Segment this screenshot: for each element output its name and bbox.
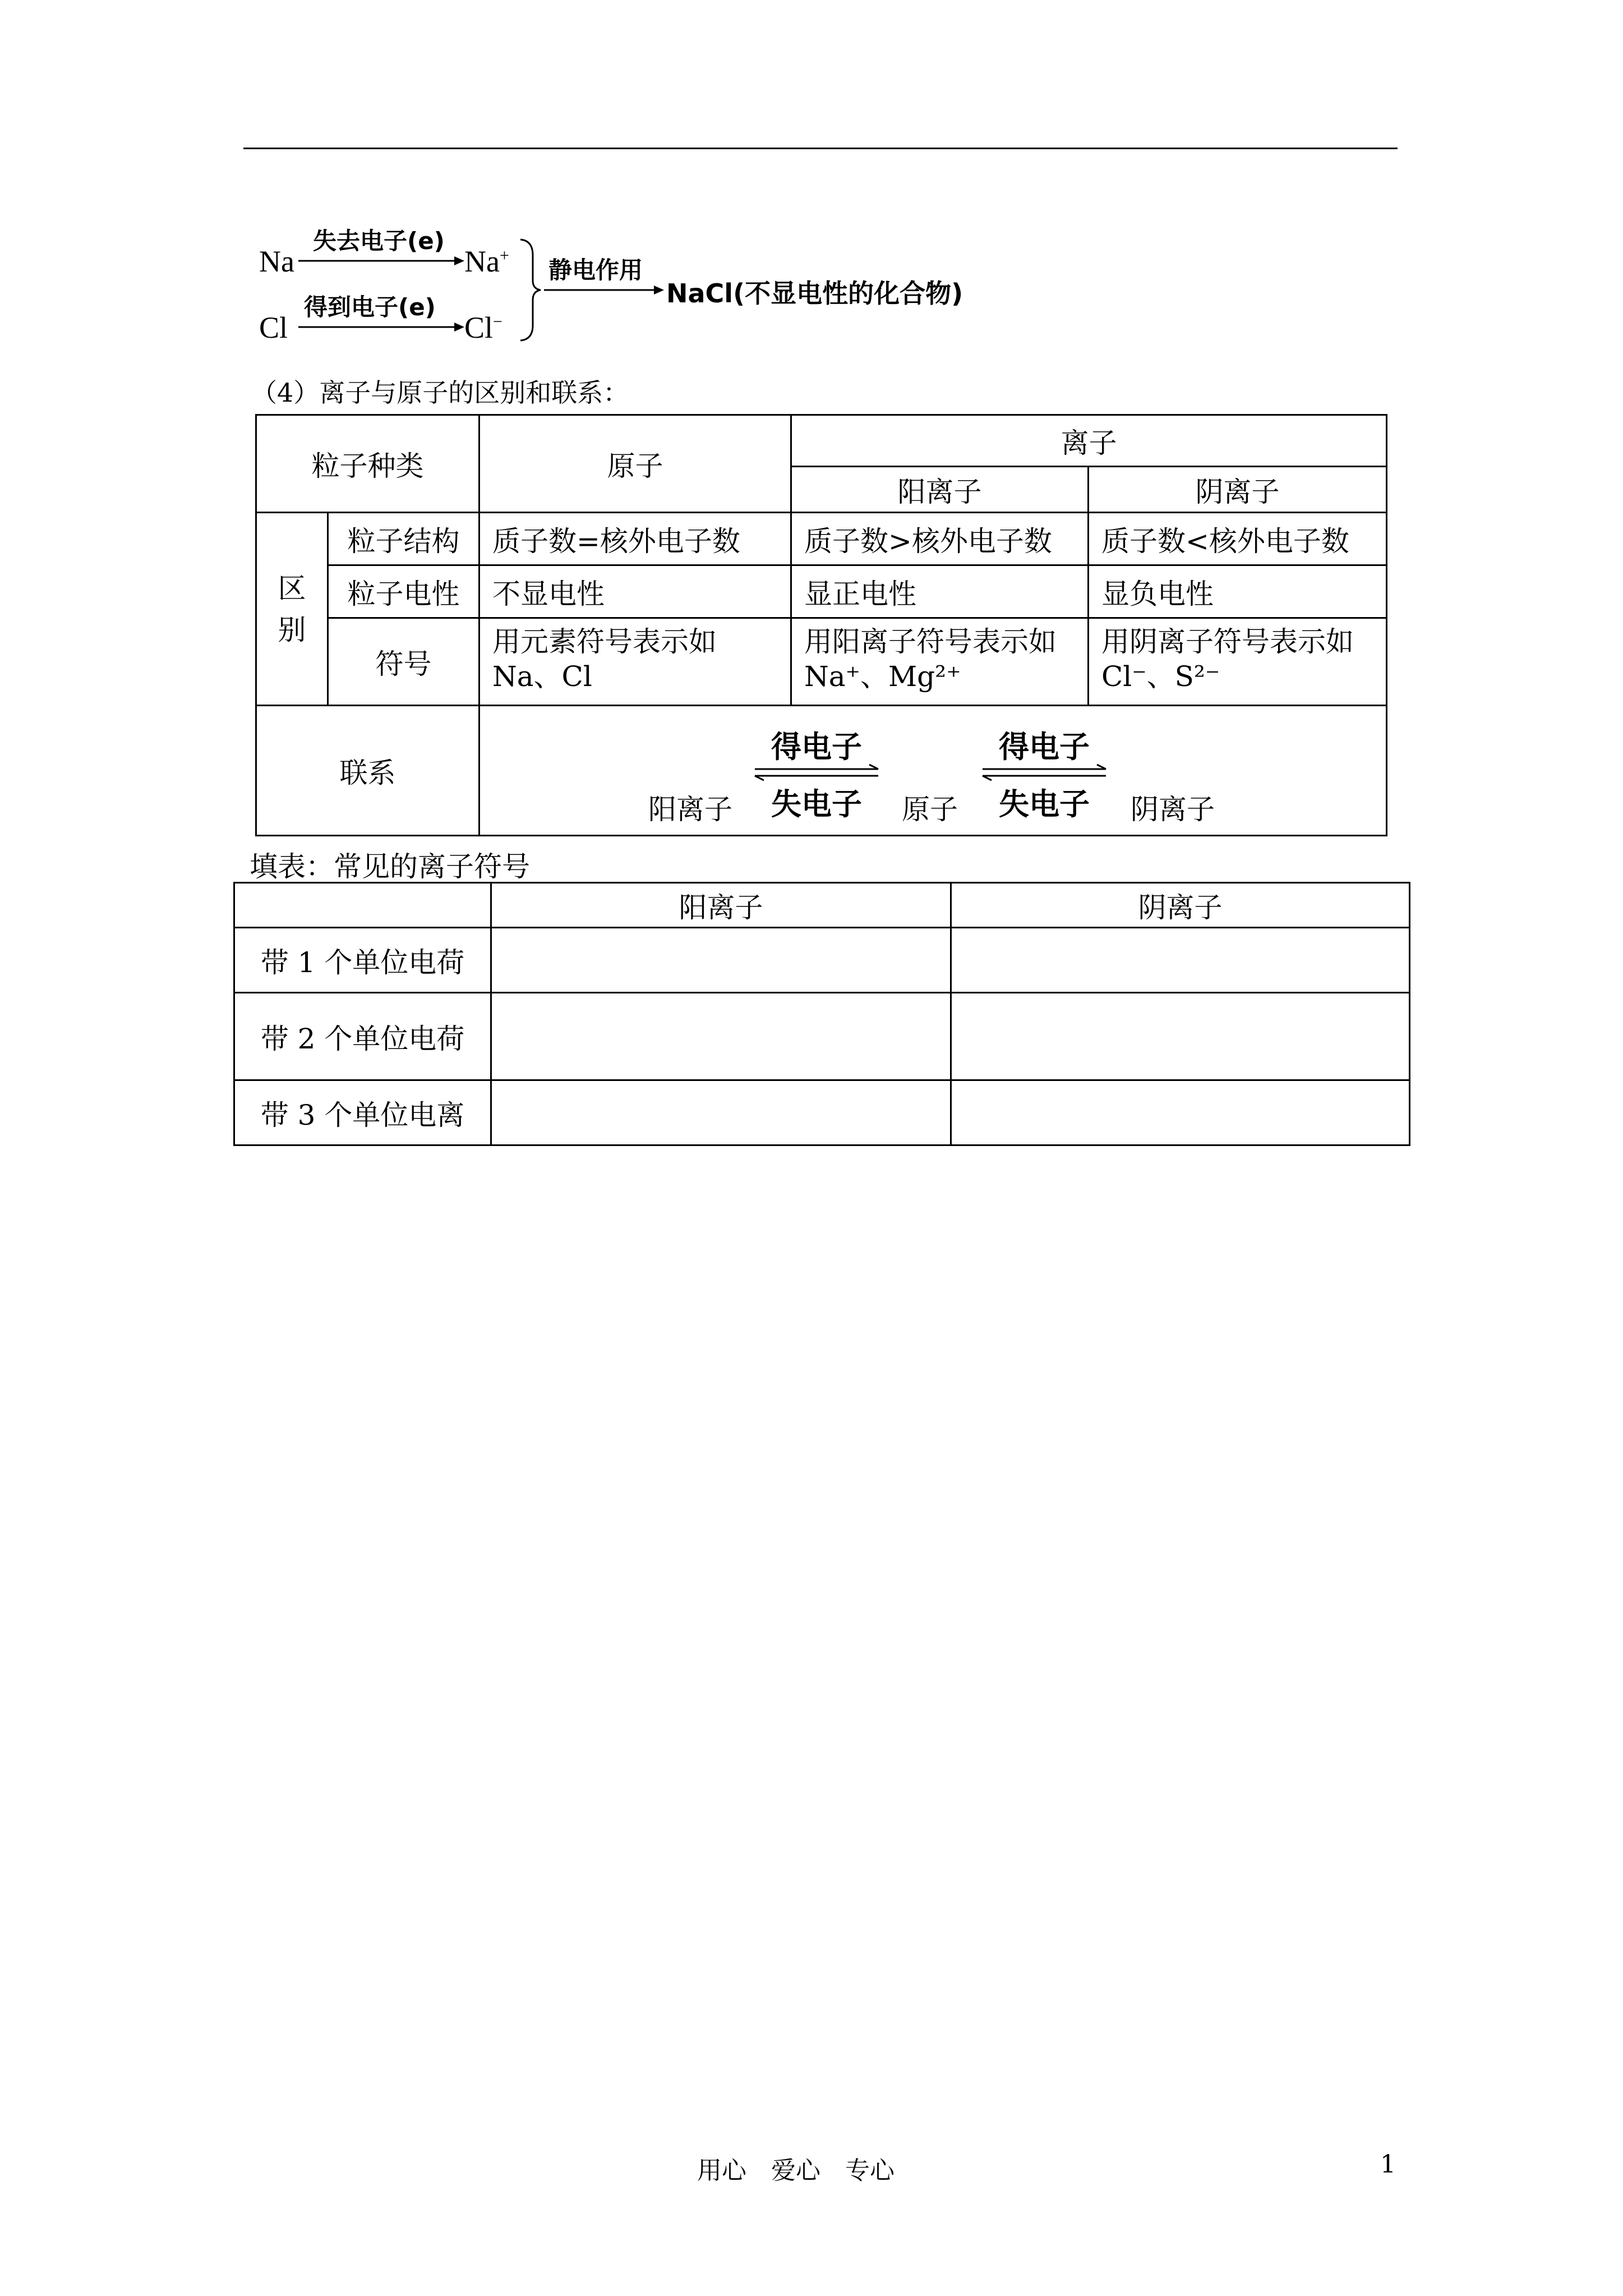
relation-anion: 阴离子 <box>1131 793 1215 826</box>
relation-cation: 阳离子 <box>648 793 732 826</box>
lose-electron-label: 失去电子(e) <box>313 227 445 255</box>
cell-anion-structure: 质子数<核外电子数 <box>1089 513 1387 565</box>
page-number: 1 <box>1380 2150 1396 2179</box>
na-symbol: Na <box>259 245 294 278</box>
fill-header-cation: 阳离子 <box>491 883 951 928</box>
header-rule <box>243 148 1398 149</box>
header-particle-type: 粒子种类 <box>256 415 479 513</box>
cell-atom-structure: 质子数=核外电子数 <box>479 513 791 565</box>
header-anion: 阴离子 <box>1089 467 1387 513</box>
cell-cation-charge: 显正电性 <box>791 565 1089 618</box>
cell-atom-symbol: 用元素符号表示如 Na、Cl <box>479 618 791 706</box>
fill-row-label: 带 2 个单位电荷 <box>234 993 491 1080</box>
relation-atom: 原子 <box>902 793 958 826</box>
row-label-structure: 粒子结构 <box>328 513 479 565</box>
gain-electron-text: 得电子 <box>999 729 1090 765</box>
row-label-symbol: 符号 <box>328 618 479 706</box>
cell-anion-symbol: 用阴离子符号表示如 Cl⁻、S²⁻ <box>1089 618 1387 706</box>
na-plus-symbol: Na+ <box>464 245 509 278</box>
common-ion-symbols-table <box>233 882 1410 1146</box>
cl-minus-symbol: Cl− <box>464 311 502 344</box>
ion-atom-comparison-table <box>255 414 1387 836</box>
fill-cell-cation[interactable] <box>491 993 951 1080</box>
fill-cell-anion[interactable] <box>951 1080 1410 1145</box>
fill-header-anion: 阴离子 <box>951 883 1410 928</box>
fill-table-title: 填表：常见的离子符号 <box>250 850 530 883</box>
section-4-title: （4）离子与原子的区别和联系： <box>251 378 629 408</box>
footer-motto: 用心 爱心 专心 <box>697 2156 895 2185</box>
header-ion: 离子 <box>791 415 1387 467</box>
fill-header-blank <box>234 883 491 928</box>
gain-electron-text: 得电子 <box>771 729 862 765</box>
cell-cation-structure: 质子数>核外电子数 <box>791 513 1089 565</box>
header-atom: 原子 <box>479 415 791 513</box>
difference-label: 区别 <box>256 513 328 706</box>
lose-electron-text: 失电子 <box>771 786 862 822</box>
fill-cell-anion[interactable] <box>951 993 1410 1080</box>
lose-electron-text: 失电子 <box>999 786 1090 822</box>
fill-cell-cation[interactable] <box>491 1080 951 1145</box>
header-cation: 阳离子 <box>791 467 1089 513</box>
cell-cation-symbol: 用阳离子符号表示如 Na⁺、Mg²⁺ <box>791 618 1089 706</box>
relation-cell <box>479 706 1387 836</box>
fill-cell-anion[interactable] <box>951 928 1410 993</box>
cl-symbol: Cl <box>259 311 288 344</box>
cell-atom-charge: 不显电性 <box>479 565 791 618</box>
row-label-charge: 粒子电性 <box>328 565 479 618</box>
cell-anion-charge: 显负电性 <box>1089 565 1387 618</box>
relation-label: 联系 <box>256 706 479 836</box>
fill-cell-cation[interactable] <box>491 928 951 993</box>
fill-row-label: 带 1 个单位电荷 <box>234 928 491 993</box>
nacl-product: NaCl(不显电性的化合物) <box>666 278 963 309</box>
relation-diagram <box>480 707 1386 834</box>
fill-row-label: 带 3 个单位电离 <box>234 1080 491 1145</box>
ion-formation-diagram <box>252 216 1038 345</box>
gain-electron-label: 得到电子(e) <box>304 293 436 321</box>
electrostatic-label: 静电作用 <box>548 256 643 284</box>
